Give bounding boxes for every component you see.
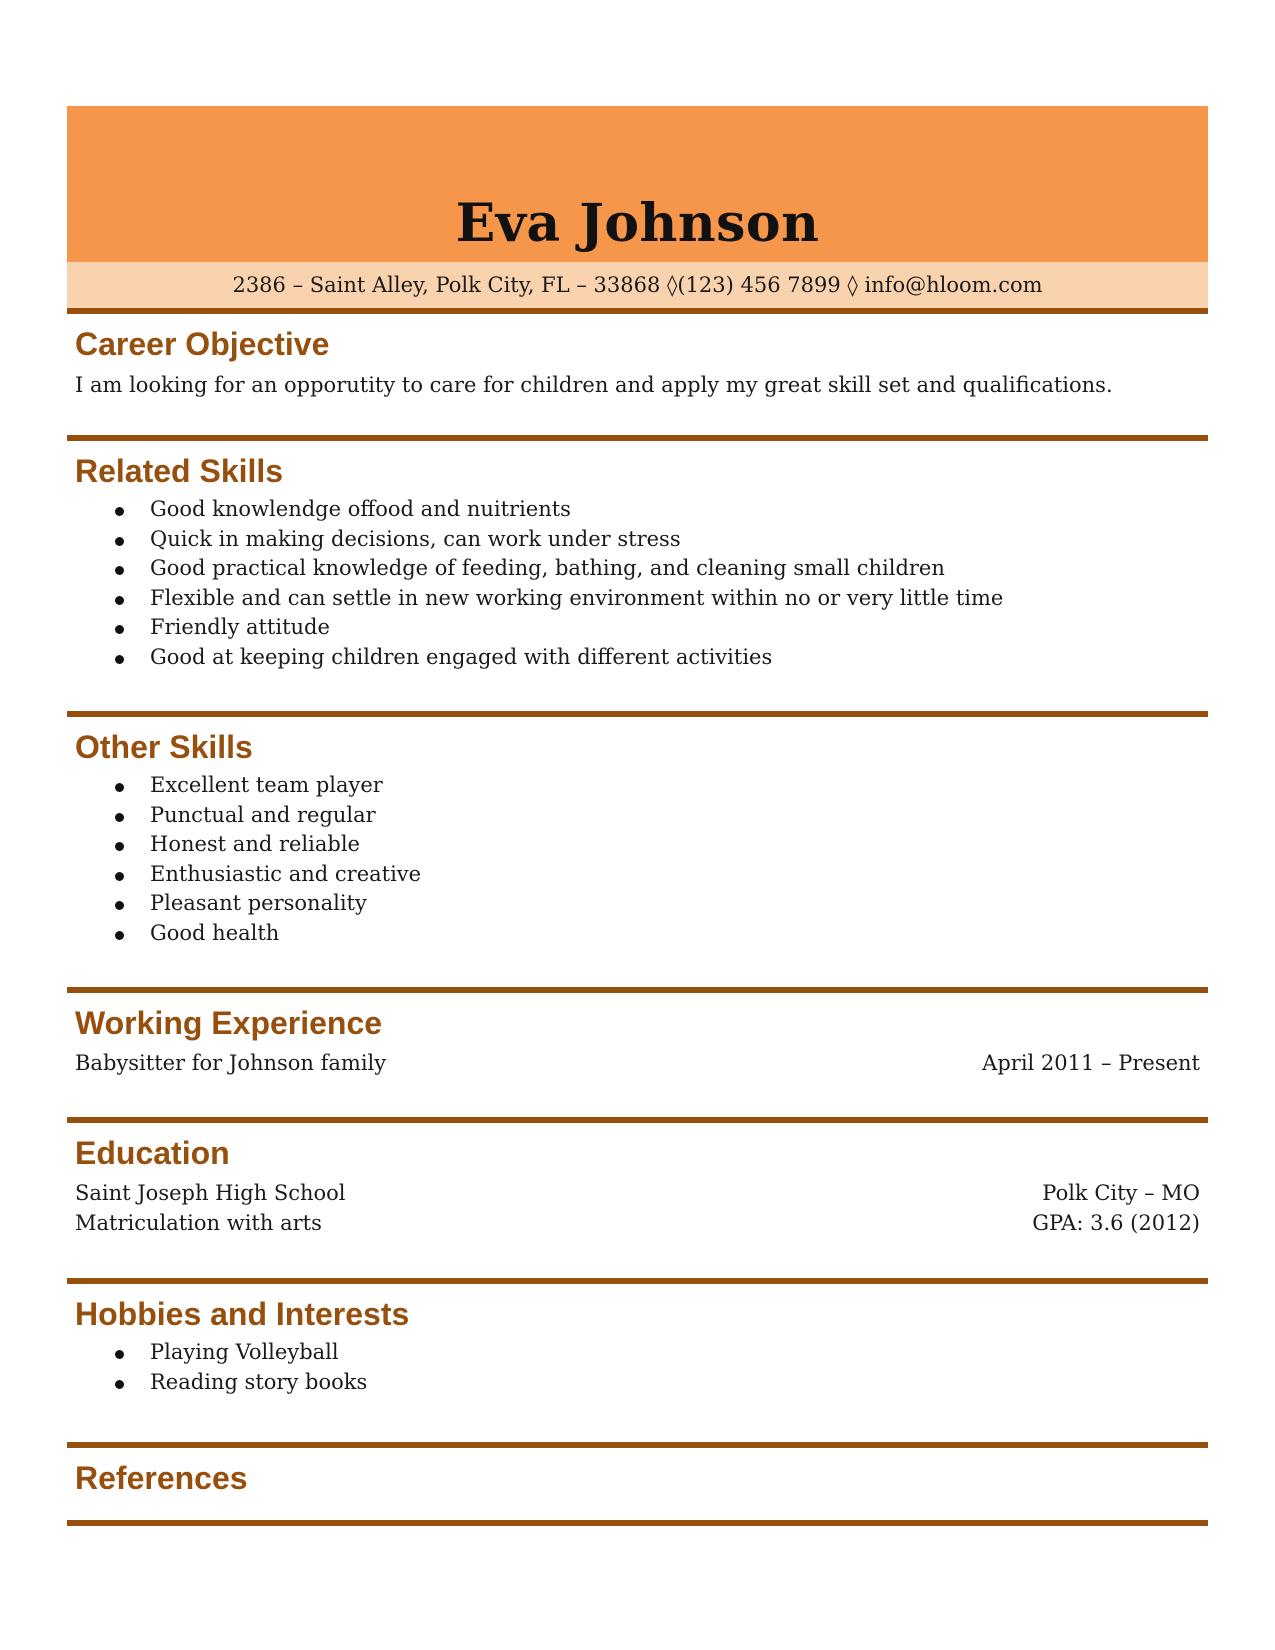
list-item: Pleasant personality	[115, 889, 1200, 919]
list-item: Good at keeping children engaged with different activities	[115, 643, 1200, 673]
education-gpa: GPA: 3.6 (2012)	[1032, 1210, 1200, 1235]
section-title: Related Skills	[75, 453, 284, 489]
section-title: Other Skills	[75, 729, 253, 765]
header-band	[67, 106, 1208, 262]
section-title: Education	[75, 1135, 230, 1171]
education-row	[75, 1179, 1200, 1209]
section-title: Hobbies and Interests	[75, 1296, 410, 1332]
other-skills-list	[75, 771, 1200, 948]
education-school: Saint Joseph High School	[75, 1181, 346, 1205]
education-location: Polk City – MO	[1042, 1181, 1200, 1205]
list-item: Punctual and regular	[115, 801, 1200, 831]
list-item: Excellent team player	[115, 771, 1200, 801]
hobbies-list	[75, 1338, 1200, 1397]
section-title: References	[75, 1460, 248, 1496]
related-skills-list	[75, 495, 1200, 672]
list-item: Reading story books	[115, 1368, 1200, 1398]
list-item: Good knowlendge offood and nuitrients	[115, 495, 1200, 525]
list-item: Quick in making decisions, can work under stress	[115, 525, 1200, 555]
list-item: Playing Volleyball	[115, 1338, 1200, 1368]
other-skills-section	[67, 717, 1208, 987]
list-item: Enthusiastic and creative	[115, 860, 1200, 890]
hobbies-section	[67, 1284, 1208, 1442]
objective-text: I am looking for an opporutity to care for children and apply my great skill set and qualifications.	[75, 373, 1113, 397]
section-title: Working Experience	[75, 1005, 383, 1041]
education-degree: Matriculation with arts	[75, 1210, 322, 1235]
candidate-name: Eva Johnson	[455, 193, 820, 254]
working-experience-section	[67, 993, 1208, 1117]
related-skills-section	[67, 441, 1208, 711]
list-item: Honest and reliable	[115, 830, 1200, 860]
list-item: Good practical knowledge of feeding, bathing, and cleaning small children	[115, 554, 1200, 584]
references-section	[67, 1448, 1208, 1520]
education-row	[75, 1209, 1200, 1239]
list-item: Good health	[115, 919, 1200, 949]
list-item: Flexible and can settle in new working environment within no or very little time	[115, 584, 1200, 614]
career-objective-section	[67, 314, 1208, 435]
experience-position: Babysitter for Johnson family	[75, 1051, 387, 1075]
section-divider	[67, 1520, 1208, 1526]
experience-dates: April 2011 – Present	[982, 1051, 1200, 1075]
resume-page	[67, 106, 1208, 1526]
education-section	[67, 1123, 1208, 1278]
section-title: Career Objective	[75, 326, 330, 362]
experience-row	[75, 1049, 1200, 1079]
list-item: Friendly attitude	[115, 613, 1200, 643]
contact-info: 2386 – Saint Alley, Polk City, FL – 33868 ◊(123) 456 7899 ◊ info@hloom.com	[67, 262, 1208, 308]
